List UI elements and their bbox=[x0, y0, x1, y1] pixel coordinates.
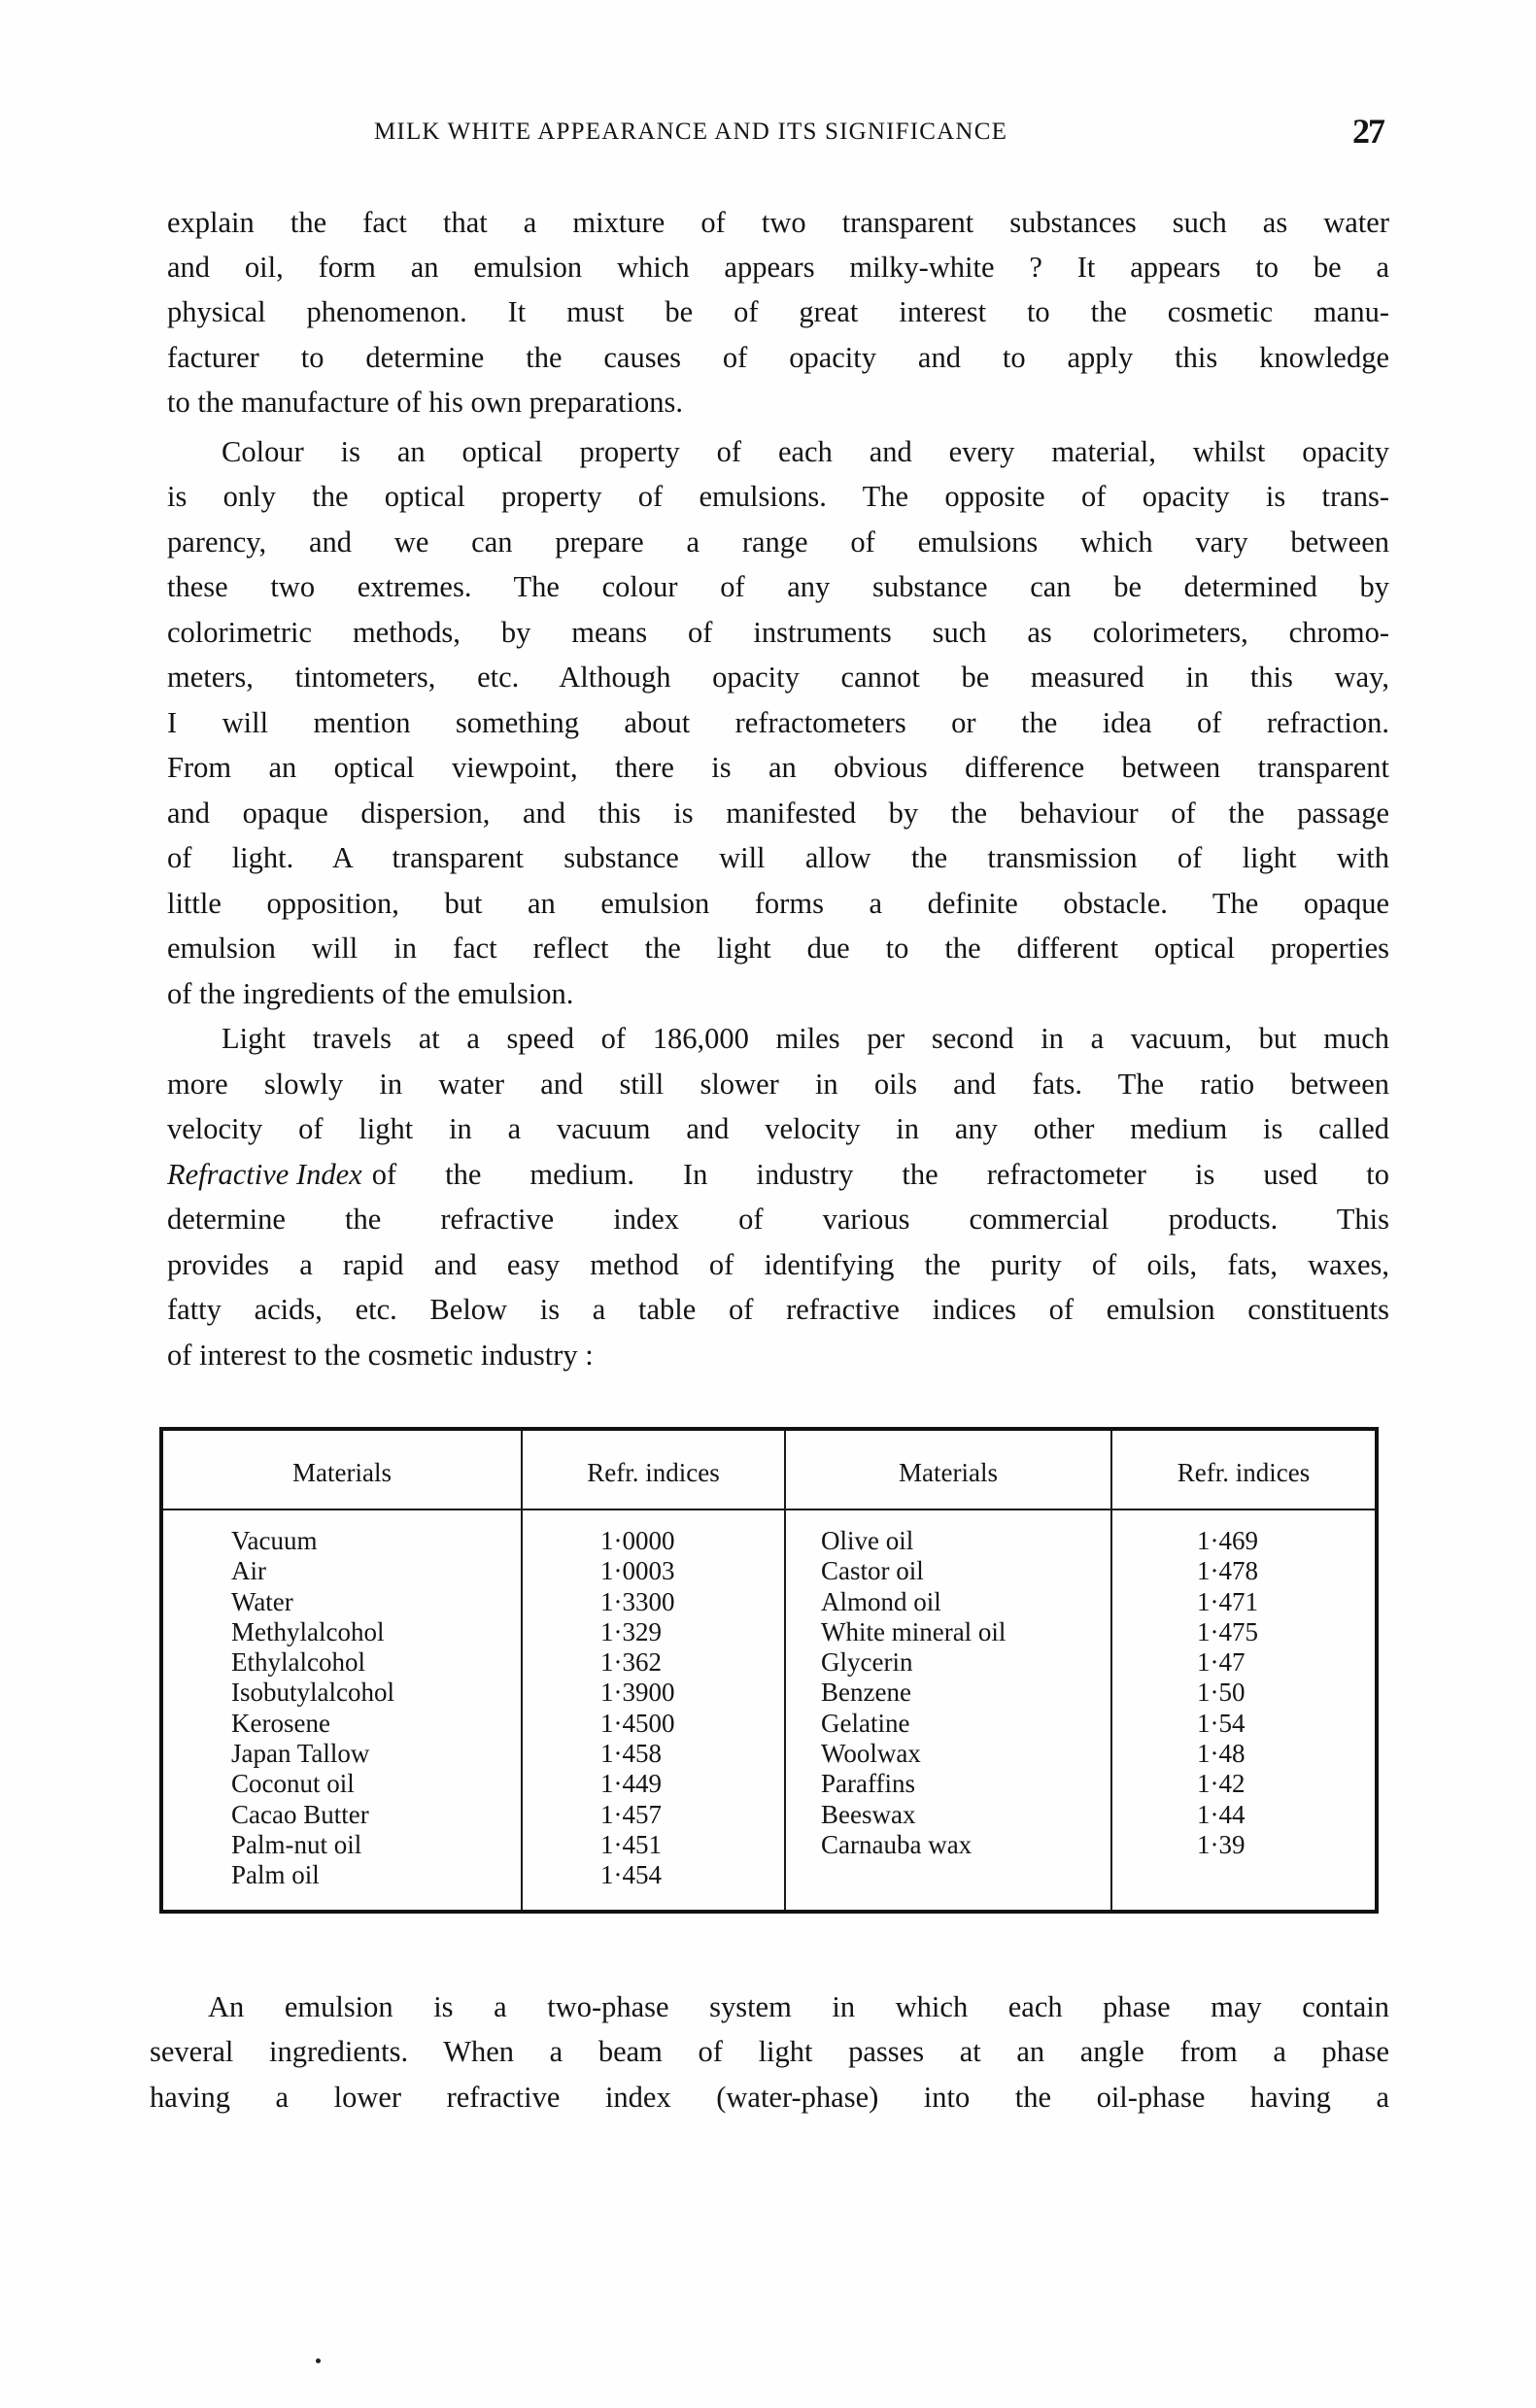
column-header-materials-left: Materials bbox=[292, 1458, 392, 1487]
table-cell: Coconut oil bbox=[231, 1769, 355, 1799]
column-header-materials-right: Materials bbox=[899, 1458, 998, 1487]
text-line: colorimetric methods, by means of instruments such as colorimeters, chromo- bbox=[167, 616, 1389, 649]
text-line: velocity of light in a vacuum and velocity in any other medium is called bbox=[167, 1112, 1389, 1145]
text-line: is only the optical property of emulsions. The opposite of opacity is trans- bbox=[167, 480, 1389, 513]
table-cell: 1·449 bbox=[600, 1769, 662, 1799]
table-cell: 1·362 bbox=[600, 1647, 662, 1678]
table-cell: 1·451 bbox=[600, 1829, 662, 1859]
table-cell: 1·457 bbox=[600, 1799, 662, 1829]
table-cell: Cacao Butter bbox=[231, 1799, 369, 1829]
column-divider bbox=[784, 1431, 786, 1910]
column-header-indices-left: Refr. indices bbox=[587, 1458, 720, 1487]
text-line: little opposition, but an emulsion forms a definite obstacle. The opaque bbox=[167, 887, 1389, 920]
table-cell: Palm-nut oil bbox=[231, 1829, 362, 1859]
text-line: having a lower refractive index (water-phase) into the oil-phase having a bbox=[150, 2081, 1389, 2114]
text-line: these two extremes. The colour of any substance can be determined by bbox=[167, 570, 1389, 603]
table-cell: 1·4500 bbox=[600, 1708, 675, 1738]
text-line: several ingredients. When a beam of light passes at an angle from a phase bbox=[150, 2035, 1389, 2068]
text-line: more slowly in water and still slower in oils and fats. The ratio between bbox=[167, 1068, 1389, 1101]
table-cell: 1·39 bbox=[1197, 1829, 1246, 1859]
table-cell: 1·471 bbox=[1197, 1586, 1258, 1616]
table-cell: Ethylalcohol bbox=[231, 1647, 365, 1678]
refractive-indices-table bbox=[159, 1427, 1379, 1914]
text-line: facturer to determine the causes of opacity and to apply this knowledge bbox=[167, 341, 1389, 374]
table-cell: Woolwax bbox=[821, 1739, 921, 1769]
table-cell: 1·47 bbox=[1197, 1647, 1246, 1678]
text-line: to the manufacture of his own preparations. bbox=[167, 386, 684, 419]
column-divider bbox=[1110, 1431, 1112, 1910]
text-line: meters, tintometers, etc. Although opacity cannot be measured in this way, bbox=[167, 661, 1389, 694]
table-cell: 1·469 bbox=[1197, 1526, 1258, 1555]
table-cell: 1·50 bbox=[1197, 1678, 1246, 1708]
column-divider bbox=[521, 1431, 523, 1910]
left-indices-column bbox=[600, 1526, 675, 1891]
table-cell: 1·44 bbox=[1197, 1799, 1246, 1829]
table-cell: 1·329 bbox=[600, 1616, 662, 1646]
table-cell: 1·3300 bbox=[600, 1586, 675, 1616]
table-cell: 1·54 bbox=[1197, 1708, 1246, 1738]
italic-term-refractive-index: Refractive Index bbox=[167, 1158, 362, 1191]
text-line: emulsion will in fact reflect the light due to the different optical properties bbox=[167, 932, 1389, 965]
table-cell: Olive oil bbox=[821, 1526, 914, 1555]
page-number: 27 bbox=[1352, 112, 1383, 151]
text-line: From an optical viewpoint, there is an obvious difference between transparent bbox=[167, 751, 1389, 784]
table-cell: Almond oil bbox=[821, 1586, 941, 1616]
table-cell: Beeswax bbox=[821, 1799, 916, 1829]
text-line-rest: of the medium. In industry the refractometer is used to bbox=[371, 1158, 1389, 1191]
text-line: An emulsion is a two-phase system in which each phase may contain bbox=[208, 1990, 1389, 2023]
right-materials-column bbox=[821, 1526, 1006, 1860]
running-head-title: MILK WHITE APPEARANCE AND ITS SIGNIFICANCE bbox=[374, 119, 1008, 145]
text-line: of interest to the cosmetic industry : bbox=[167, 1339, 594, 1372]
table-cell: 1·0000 bbox=[600, 1526, 675, 1555]
text-line: parency, and we can prepare a range of emulsions which vary between bbox=[167, 526, 1389, 559]
table-cell: Air bbox=[231, 1556, 266, 1586]
text-line: provides a rapid and easy method of identifying the purity of oils, fats, waxes, bbox=[167, 1248, 1389, 1281]
left-materials-column bbox=[231, 1526, 394, 1891]
table-cell: Palm oil bbox=[231, 1860, 320, 1890]
table-cell: 1·42 bbox=[1197, 1769, 1246, 1799]
table-cell: Glycerin bbox=[821, 1647, 913, 1678]
table-cell: 1·0003 bbox=[600, 1556, 675, 1586]
table-cell: 1·3900 bbox=[600, 1678, 675, 1708]
table-cell: Kerosene bbox=[231, 1708, 330, 1738]
table-cell: Benzene bbox=[821, 1678, 911, 1708]
table-cell: Isobutylalcohol bbox=[231, 1678, 394, 1708]
text-line: Light travels at a speed of 186,000 miles per second in a vacuum, but much bbox=[222, 1022, 1389, 1055]
text-line: physical phenomenon. It must be of great interest to the cosmetic manu- bbox=[167, 295, 1389, 328]
text-line: fatty acids, etc. Below is a table of refractive indices of emulsion constituents bbox=[167, 1293, 1389, 1326]
text-line: I will mention something about refractometers or the idea of refraction. bbox=[167, 706, 1389, 739]
table-cell: Water bbox=[231, 1586, 293, 1616]
header-separator bbox=[163, 1509, 1375, 1510]
text-line: determine the refractive index of various commercial products. This bbox=[167, 1203, 1389, 1236]
text-line: and oil, form an emulsion which appears milky-white ? It appears to be a bbox=[167, 251, 1389, 284]
table-cell: Castor oil bbox=[821, 1556, 924, 1586]
text-line: and opaque dispersion, and this is manifested by the behaviour of the passage bbox=[167, 797, 1389, 830]
table-cell: Japan Tallow bbox=[231, 1739, 370, 1769]
table-cell: White mineral oil bbox=[821, 1616, 1007, 1646]
text-line: of the ingredients of the emulsion. bbox=[167, 977, 574, 1010]
text-line: of light. A transparent substance will allow the transmission of light with bbox=[167, 841, 1389, 874]
right-indices-column bbox=[1197, 1526, 1258, 1860]
table-cell: 1·48 bbox=[1197, 1739, 1246, 1769]
table-cell: 1·478 bbox=[1197, 1556, 1258, 1586]
table-cell: Vacuum bbox=[231, 1526, 318, 1555]
text-line bbox=[167, 1152, 1389, 1197]
table-cell: Paraffins bbox=[821, 1769, 915, 1799]
table-cell: 1·475 bbox=[1197, 1616, 1258, 1646]
text-line: explain the fact that a mixture of two transparent substances such as water bbox=[167, 206, 1389, 239]
table-cell: Methylalcohol bbox=[231, 1616, 385, 1646]
scan-dust-speck bbox=[316, 2358, 321, 2363]
table-cell: Carnauba wax bbox=[821, 1829, 973, 1859]
column-header-indices-right: Refr. indices bbox=[1177, 1458, 1311, 1487]
table-cell: 1·458 bbox=[600, 1739, 662, 1769]
text-line: Colour is an optical property of each and every material, whilst opacity bbox=[222, 435, 1389, 468]
table-cell: 1·454 bbox=[600, 1860, 662, 1890]
table-cell: Gelatine bbox=[821, 1708, 910, 1738]
